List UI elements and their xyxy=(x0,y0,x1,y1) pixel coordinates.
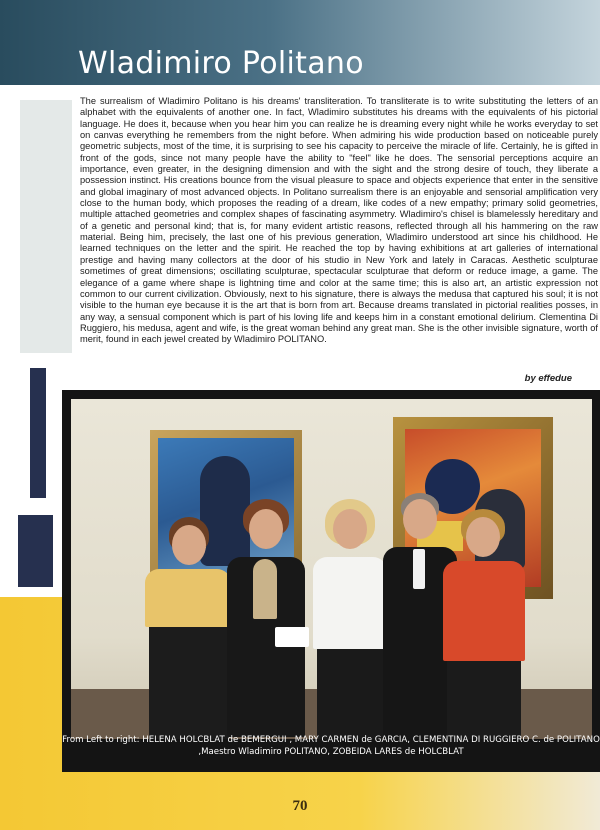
photo-caption: From Left to right: HELENA HOLCBLAT de BEMERGUI , MARY CARMEN de GARCIA, CLEMENTINA DI RUGGIERO C. de POLITANO ,Maestro Wladimiro POLITANO, ZOBEIDA LARES de HOLCBLAT xyxy=(62,735,600,757)
article-body: The surrealism of Wladimiro Politano is his dreams' transliteration. To transliterate is to write substituting the letters of an alphabet with the equivalents of another one. In fact, Wladimiro substitutes his dreams with the equivalents of his pictorial language. He does it, because when you hear him you can realize he is dreaming every night while he works everyday to set on canvas everything he remembers from the night before. When admiring his wide production based on noticeable purely geometric subjects, most of the time, it is surprising to see his capacity to perceive the miracle of life. Certainly, he is gifted in front of the gods, since not many people have the ability to "feel" like he does. The sensorial perceptions acquire an importance, even greater, in the designing dimension and with the sight and the strong desire of touch, they liberate a possession instinct. His creations bounce from the visual pleasure to space and objects experience that enter in the sensitive and global imaginary of most advanced objects. In Politano surrealism there is an enjoyable and sensorial amplification very close to the human body, which proposes the reading of a dream, like codes of a new empathy; primary solid geometries, multiple attached geometries and complex shapes of fascinating asymmetry. Wladimiro's chisel is blamelessly hereditary and of a genetic and personal kind; that is, for many evident artistic reasons, reflected through all his hammering on the raw material. Being him, precisely, the last one of his previous generation, Wladimiro understood art since his childhood. He learned techniques on the letter and the spirit. He reached the top by having exhibitions at art galleries of international prestige and having many collectors at the door of his studio in New York and lately in Caracas. Aesthetic sculpturae sometimes of great dimensions; oscillating sculpturae, spectacular sculpturae that deform or reduce image, a game. The elegance of a game where shape is lightning time and color at the same time; this is also art, an artistic expression not common to our current civilization. Obviously, next to his signature, there is always the medusa that captured his soul; it is not visible to the human eye because it is the art that is born from art. Because dreams translated in pictorial realities posses, in any way, a sensual component which is part of his loving life and keeps him in a constant emotional delirium. Clementina Di Ruggiero, his medusa, agent and wife, is the great woman behind any great man. She is the other invisible signature, worth of merit, found in each jewel created by Wladimiro POLITANO. xyxy=(80,96,598,345)
gallery-scene-image xyxy=(71,399,592,739)
article-title: Wladimiro Politano xyxy=(78,46,364,81)
decorative-navy-block xyxy=(18,515,53,587)
page-number: 70 xyxy=(292,798,308,814)
article-byline: by effedue xyxy=(524,373,572,384)
decorative-navy-bar xyxy=(30,368,46,498)
person-5 xyxy=(437,509,527,739)
person-3 xyxy=(309,499,389,739)
event-photo xyxy=(62,390,600,772)
person-2 xyxy=(221,499,311,739)
decorative-gray-bar xyxy=(20,100,72,353)
person-1 xyxy=(143,517,233,737)
